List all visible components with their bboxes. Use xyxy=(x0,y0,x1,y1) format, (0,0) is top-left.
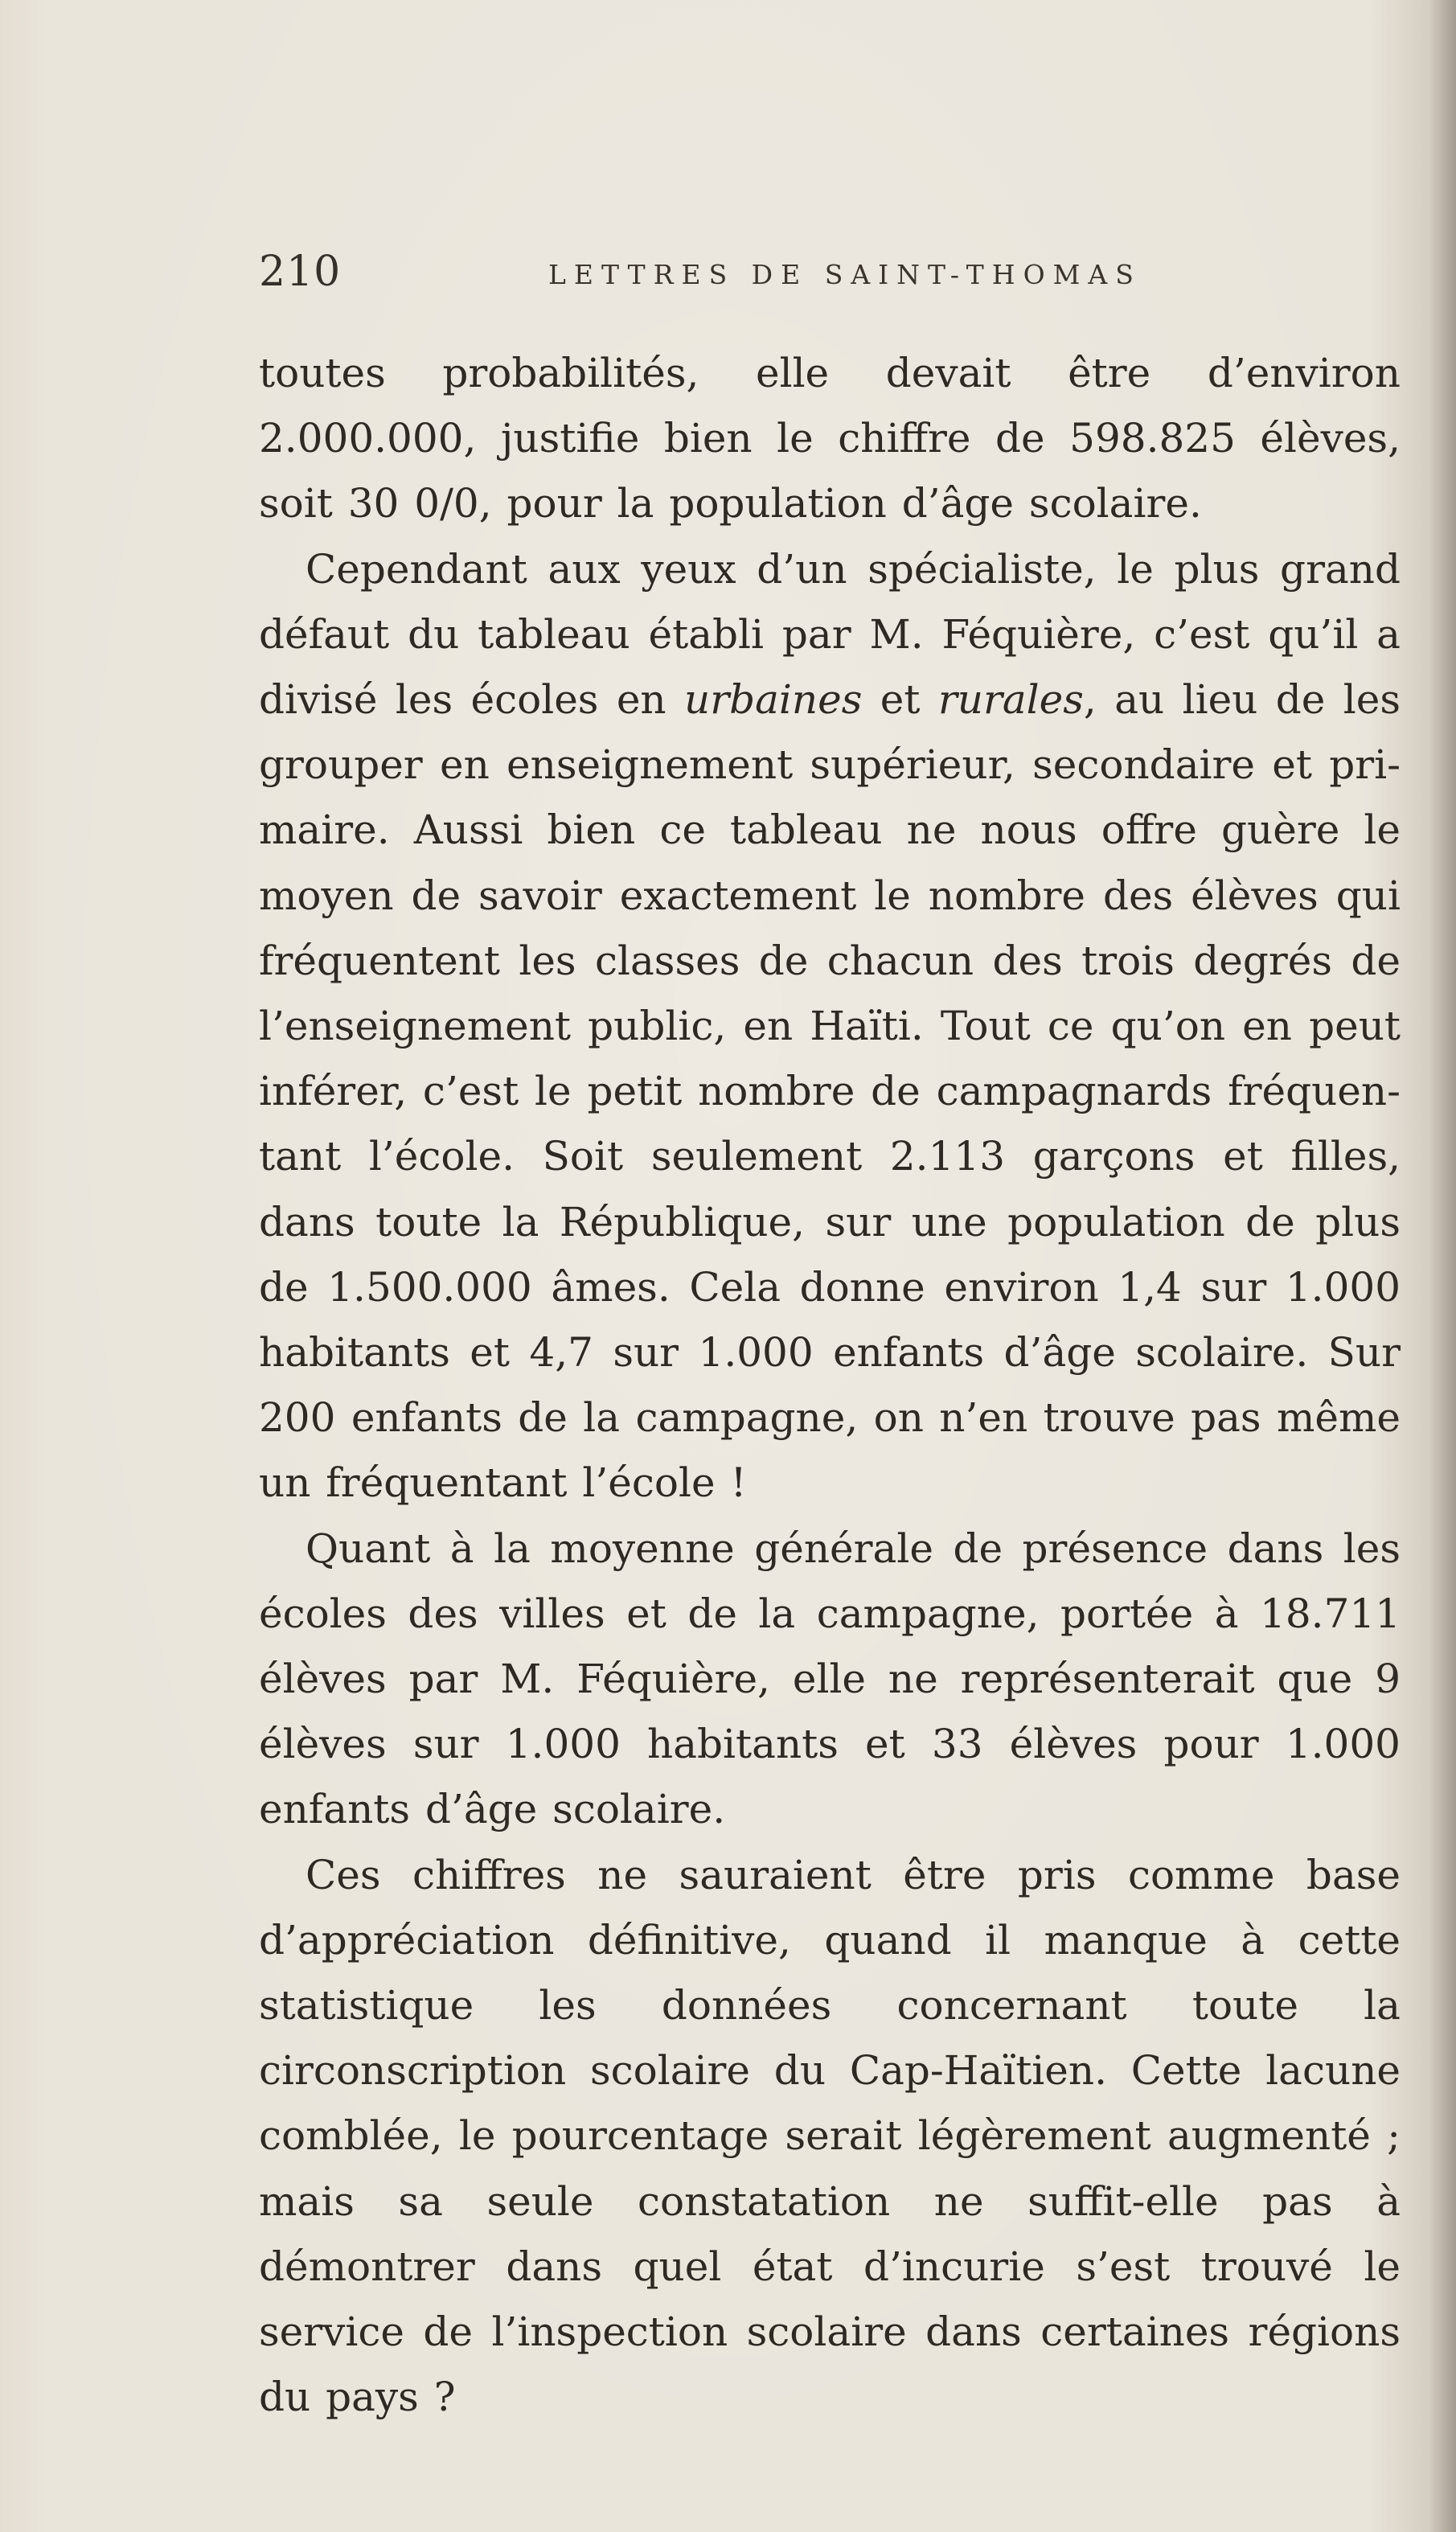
page-number: 210 xyxy=(259,248,342,296)
paragraph-2-text-connector: et xyxy=(862,676,938,724)
body-text xyxy=(259,341,1401,2431)
page-edge-shadow xyxy=(1429,0,1456,2532)
running-head xyxy=(259,248,1401,304)
paragraph-4: Ces chiffres ne sauraient être pris comme base d’appréciation définitive, quand il manque à cette statistique les données concernant toute la circonscription scolaire du Cap-Haïtien. Cette lacune comblée, le pourcentage serait légèrement augmenté ; mais sa seule constatation ne suffit-elle pas à démontrer dans quel état d’incurie s’est trouvé le service de l’inspection scolaire dans certaines régions du pays ? xyxy=(259,1851,1401,2421)
paragraph-2-text-start: Cependant aux yeux d’un spécialiste, le plus grand défaut du tableau établi par M. Féquière, c’est qu’il a divisé les écoles en xyxy=(259,545,1401,724)
paragraph-1: toutes probabilités, elle devait être d’environ 2.000.000, justifie bien le chiffre de 598.825 élèves, soit 30 0/0, pour la population d’âge scolaire. xyxy=(259,350,1401,527)
italic-term-rurales: rurales xyxy=(937,676,1084,724)
italic-term-urbaines: urbaines xyxy=(684,676,863,724)
paragraph-2-text-end: , au lieu de les grouper en enseignement supérieur, secondaire et primaire. Aussi bien ce tableau ne nous offre guère le moyen de savoir exactement le nombre des élèves qui fréquentent les classes de chacun des trois degrés de l’enseignement public, en Haïti. Tout ce qu’on en peut inférer, c’est le petit nombre de campagnards fréquentant l’école. Soit seulement 2.113 garçons et filles, dans toute la République, sur une population de plus de 1.500.000 âmes. Cela donne environ 1,4 sur 1.000 habitants et 4,7 sur 1.000 enfants d’âge scolaire. Sur 200 enfants de la campagne, on n’en trouve pas même un fréquentant l’école ! xyxy=(259,676,1401,1507)
paragraph-3: Quant à la moyenne générale de présence dans les écoles des villes et de la campagne, portée à 18.711 élèves par M. Féquière, elle ne représenterait que 9 élèves sur 1.000 habitants et 33 élèves pour 1.000 enfants d’âge scolaire. xyxy=(259,1525,1401,1833)
running-title: LETTRES DE SAINT-THOMAS xyxy=(548,259,1142,290)
paragraph-2 xyxy=(259,537,1401,1516)
